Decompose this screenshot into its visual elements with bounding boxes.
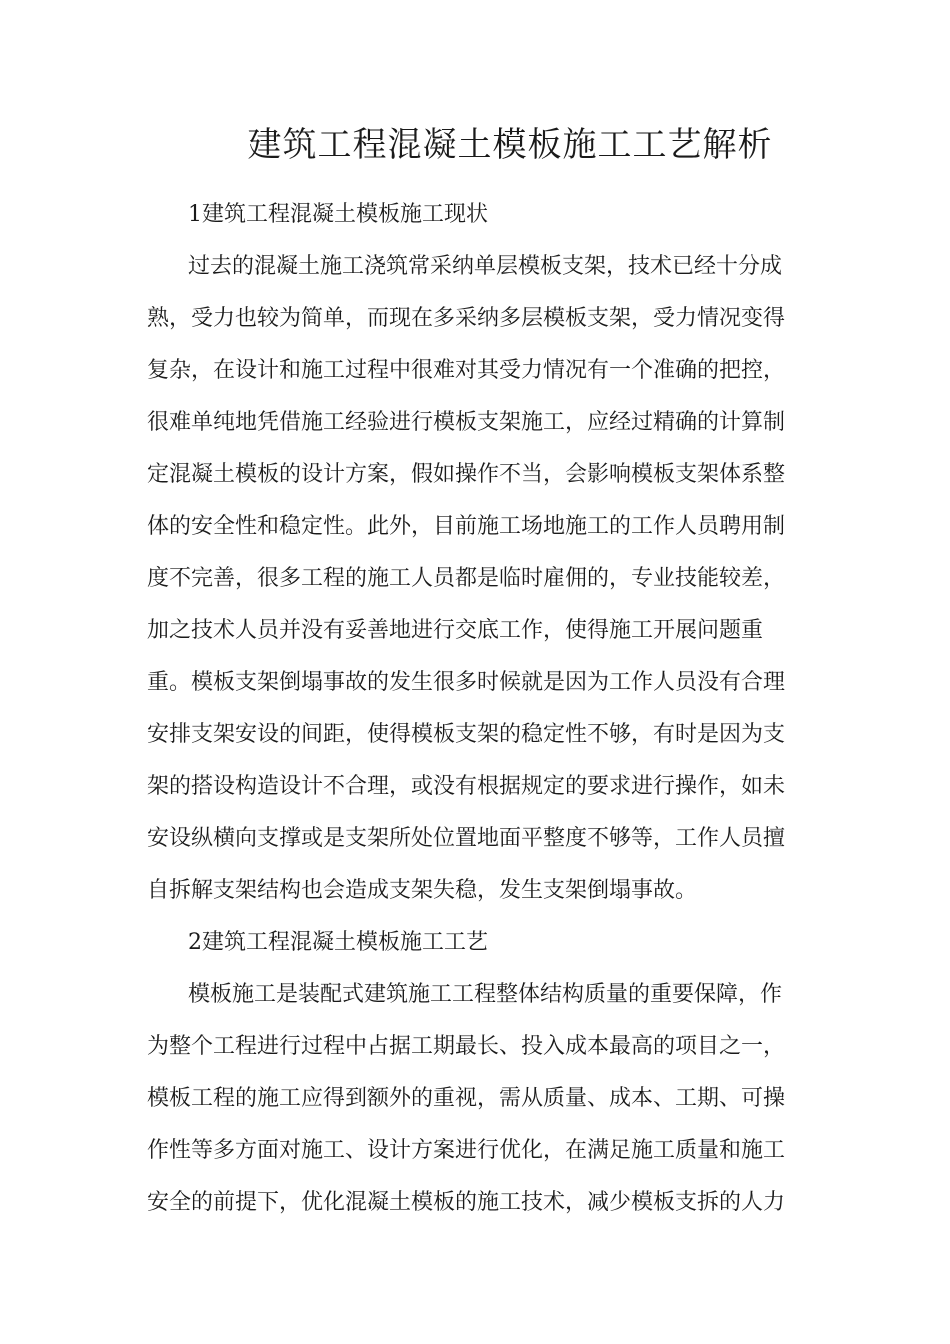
paragraph-1-line-13: 自拆解支架结构也会造成支架失稳，发生支架倒塌事故。	[147, 878, 698, 903]
paragraph-1-line-6: 体的安全性和稳定性。此外，目前施工场地施工的工作人员聘用制	[147, 514, 786, 539]
section-heading-2: 2建筑工程混凝土模板施工工艺	[188, 930, 488, 955]
paragraph-1-line-1: 过去的混凝土施工浇筑常采纳单层模板支架，技术已经十分成	[188, 254, 783, 279]
paragraph-1-line-5: 定混凝土模板的设计方案，假如操作不当，会影响模板支架体系整	[147, 462, 786, 487]
paragraph-1-line-9: 重。模板支架倒塌事故的发生很多时候就是因为工作人员没有合理	[147, 670, 786, 695]
paragraph-1-line-8: 加之技术人员并没有妥善地进行交底工作，使得施工开展问题重	[147, 618, 764, 643]
paragraph-2-line-2: 为整个工程进行过程中占据工期最长、投入成本最高的项目之一，	[147, 1034, 786, 1059]
paragraph-2-line-3: 模板工程的施工应得到额外的重视，需从质量、成本、工期、可操	[147, 1086, 786, 1111]
section-heading-1: 1建筑工程混凝土模板施工现状	[188, 202, 488, 227]
paragraph-2-line-5: 安全的前提下，优化混凝土模板的施工技术，减少模板支拆的人力	[147, 1190, 786, 1215]
paragraph-2-line-1: 模板施工是装配式建筑施工工程整体结构质量的重要保障，作	[188, 982, 783, 1007]
paragraph-1-line-7: 度不完善，很多工程的施工人员都是临时雇佣的，专业技能较差，	[147, 566, 786, 591]
paragraph-1-line-2: 熟，受力也较为简单，而现在多采纳多层模板支架，受力情况变得	[147, 306, 786, 331]
document-title: 建筑工程混凝土模板施工工艺解析	[247, 125, 773, 165]
paragraph-1-line-10: 安排支架安设的间距，使得模板支架的稳定性不够，有时是因为支	[147, 722, 786, 747]
paragraph-1-line-12: 安设纵横向支撑或是支架所处位置地面平整度不够等，工作人员擅	[147, 826, 786, 851]
paragraph-1-line-4: 很难单纯地凭借施工经验进行模板支架施工，应经过精确的计算制	[147, 410, 786, 435]
paragraph-1-line-11: 架的搭设构造设计不合理，或没有根据规定的要求进行操作，如未	[147, 774, 786, 799]
paragraph-1-line-3: 复杂，在设计和施工过程中很难对其受力情况有一个准确的把控，	[147, 358, 786, 383]
paragraph-2-line-4: 作性等多方面对施工、设计方案进行优化，在满足施工质量和施工	[147, 1138, 786, 1163]
